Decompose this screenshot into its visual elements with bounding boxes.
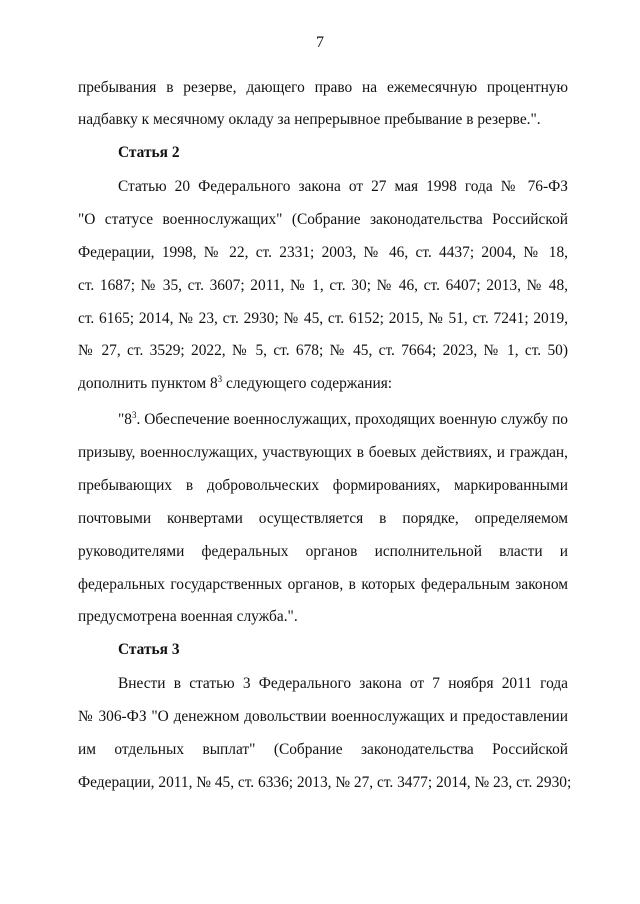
text-line: ст. 1687; № 35, ст. 3607; 2011, № 1, ст. 30; № 46, ст. 6407; 2013, № 48, (78, 277, 568, 294)
superscript: 3 (217, 373, 223, 384)
article-heading: Статья 3 (118, 641, 180, 658)
text-line: пребывающих в добровольческих формированиях, маркированными (78, 477, 568, 494)
text-line: надбавку к месячному окладу за непрерывное пребывание в резерве.". (78, 111, 541, 128)
page-number: 7 (316, 34, 324, 51)
text-line: Федерации, 2011, № 45, ст. 6336; 2013, № 27, ст. 3477; 2014, № 23, ст. 2930; (78, 774, 572, 791)
text-line: пребывания в резерве, дающего право на ежемесячную процентную (78, 79, 568, 96)
superscript: 3 (131, 409, 137, 420)
text-line: ст. 6165; 2014, № 23, ст. 2930; № 45, ст. 6152; 2015, № 51, ст. 7241; 2019, (78, 310, 568, 327)
text-line: почтовыми конвертами осуществляется в порядке, определяемом (78, 510, 568, 527)
text-line: Статью 20 Федерального закона от 27 мая 1998 года № 76-ФЗ (118, 178, 568, 195)
text-fragment: дополнить пунктом 8 (78, 375, 218, 392)
text-line (78, 374, 568, 394)
text-line: № 306-ФЗ "О денежном довольствии военнослужащих и предоставлении (78, 708, 568, 725)
text-fragment: следующего содержания: (222, 375, 393, 392)
text-line: № 27, ст. 3529; 2022, № 5, ст. 678; № 45, ст. 7664; 2023, № 1, ст. 50) (78, 342, 568, 359)
text-line: руководителями федеральных органов исполнительной власти и (78, 543, 568, 560)
text-line: им отдельных выплат" (Собрание законодательства Российской (78, 741, 568, 758)
text-fragment: "8 (118, 411, 132, 428)
text-line (118, 410, 568, 430)
text-fragment: . Обеспечение военнослужащих, проходящих военную службу по (136, 411, 568, 428)
text-line: Внести в статью 3 Федерального закона от 7 ноября 2011 года (118, 675, 568, 692)
text-line: Федерации, 1998, № 22, ст. 2331; 2003, № 46, ст. 4437; 2004, № 18, (78, 244, 568, 261)
text-line: "О статусе военнослужащих" (Собрание законодательства Российской (78, 211, 568, 228)
text-line: федеральных государственных органов, в которых федеральным законом (78, 576, 568, 593)
article-heading: Статья 2 (118, 144, 180, 161)
text-line: предусмотрена военная служба.". (78, 608, 298, 625)
text-line: призыву, военнослужащих, участвующих в боевых действиях, и граждан, (78, 444, 568, 461)
